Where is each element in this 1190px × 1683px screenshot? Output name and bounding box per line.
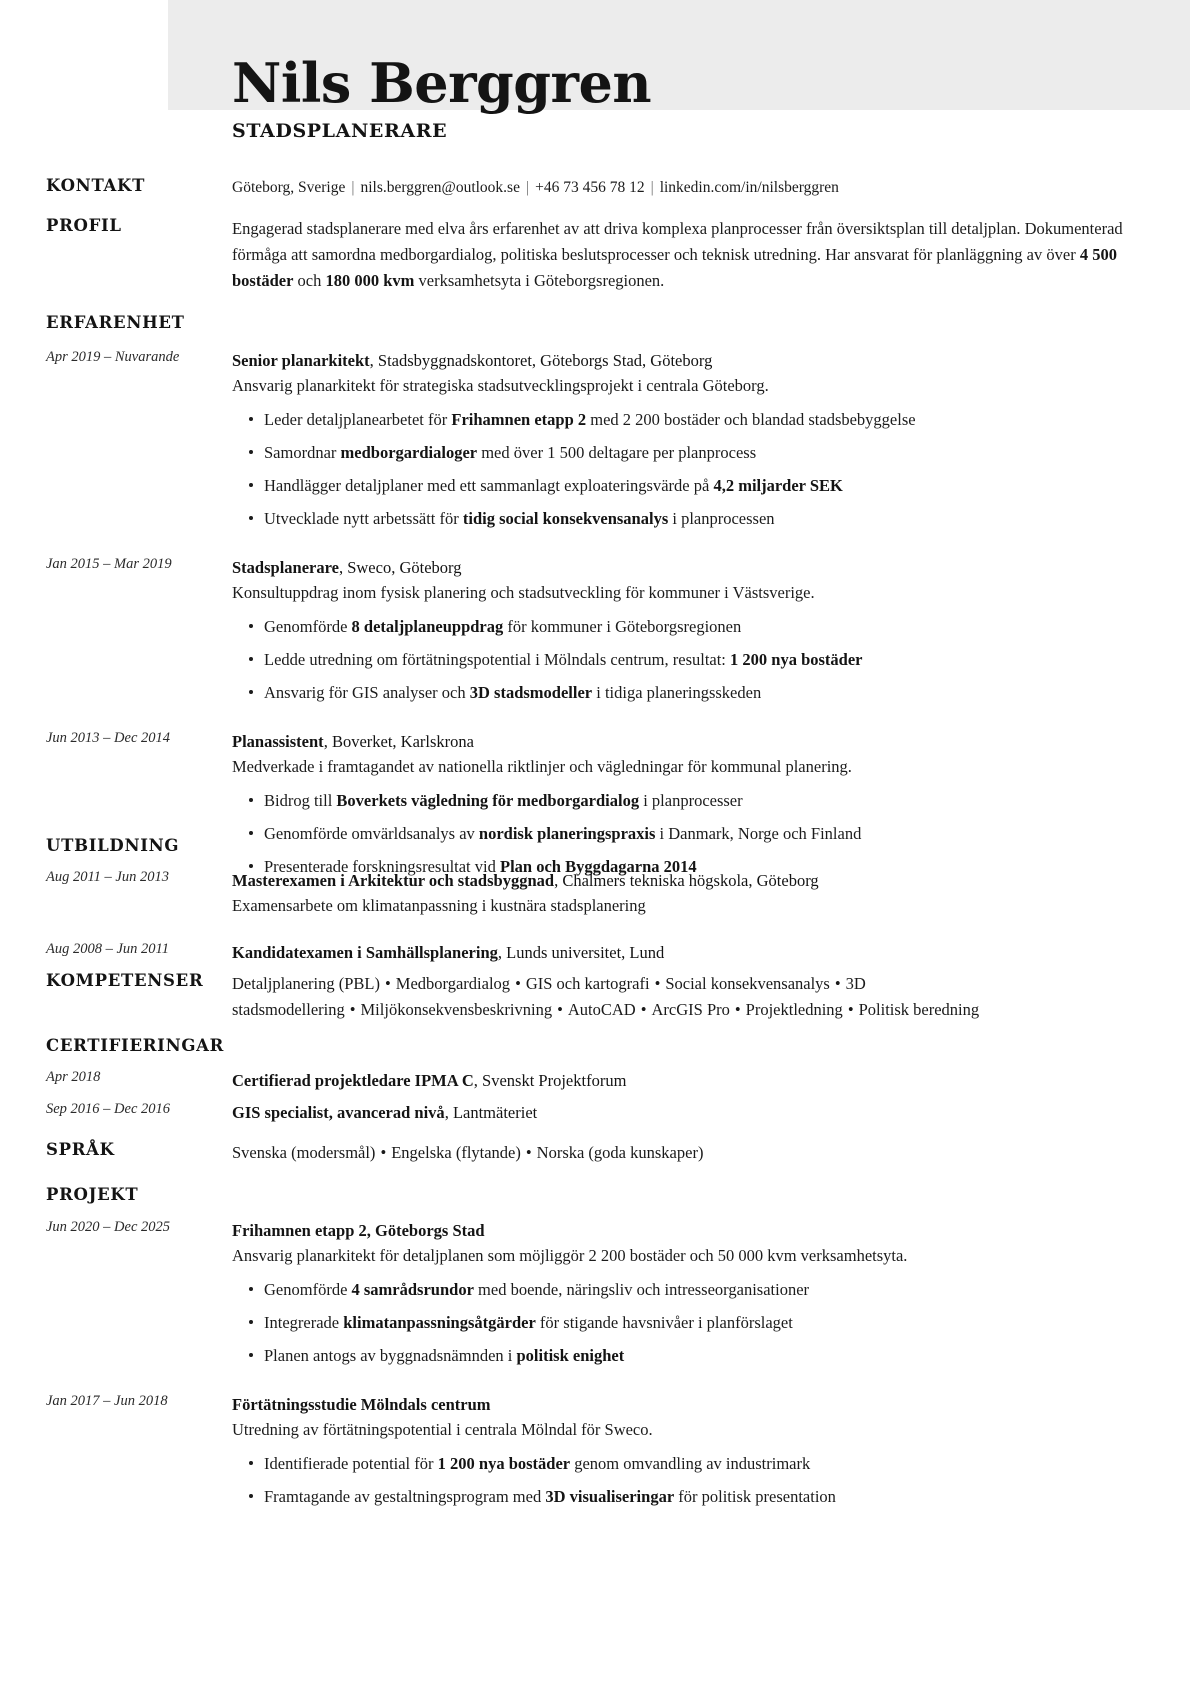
entry-title bbox=[232, 555, 1146, 580]
bullet-text-pre: Samordnar bbox=[264, 443, 341, 462]
bullet-text-post: i Danmark, Norge och Finland bbox=[655, 824, 862, 843]
entry-row bbox=[46, 348, 1146, 531]
bullet-text-post: i planprocessen bbox=[668, 509, 775, 528]
bullet-item bbox=[232, 506, 1146, 531]
section-kompetenser bbox=[46, 971, 1146, 1023]
entry-title-main: Masterexamen i Arkitektur och stadsbyggnad bbox=[232, 871, 555, 890]
bullet-item bbox=[232, 788, 1146, 813]
entry-title bbox=[232, 348, 1146, 373]
entry-title-main: Stadsplanerare bbox=[232, 558, 339, 577]
bullet-text-pre: Genomförde omvärldsanalys av bbox=[264, 824, 479, 843]
entry-row bbox=[46, 1218, 1146, 1368]
kompetens-item: Projektledning bbox=[745, 1000, 843, 1019]
entry-date-wrap bbox=[46, 940, 232, 959]
section-sprak bbox=[46, 1140, 1146, 1166]
bullet-dot-icon bbox=[249, 798, 253, 802]
bullet-text-highlight: 1 200 nya bostäder bbox=[730, 650, 863, 669]
entry-date: Apr 2019 – Nuvarande bbox=[46, 349, 180, 365]
bullet-dot-icon bbox=[249, 1320, 253, 1324]
entry-title-main: Planassistent bbox=[232, 732, 324, 751]
entry-body bbox=[232, 940, 1146, 965]
bullet-dot-icon bbox=[249, 417, 253, 421]
bullet-text-post: för stigande havsnivåer i planförslaget bbox=[535, 1313, 793, 1332]
list-separator-dot: • bbox=[640, 1000, 647, 1019]
bullet-text-pre: Framtagande av gestaltningsprogram med bbox=[264, 1487, 546, 1506]
entry-date-wrap bbox=[46, 1392, 232, 1411]
entry-title bbox=[232, 729, 1146, 754]
kompetenser-body bbox=[232, 971, 1146, 1023]
contact-linkedin[interactable]: linkedin.com/in/nilsberggren bbox=[659, 179, 839, 196]
projekt-entries bbox=[0, 1218, 1190, 1533]
kompetenser-list bbox=[232, 971, 1146, 1023]
section-label-utbildning: UTBILDNING bbox=[46, 836, 180, 855]
bullet-text-post: i tidiga planeringsskeden bbox=[592, 683, 762, 702]
kompetens-item: Miljökonsekvensbeskrivning bbox=[360, 1000, 553, 1019]
entry-date: Jan 2017 – Jun 2018 bbox=[46, 1393, 168, 1409]
entry-summary: Utredning av förtätningspotential i centrala Mölndal för Sweco. bbox=[232, 1420, 653, 1439]
bullet-dot-icon bbox=[249, 831, 253, 835]
contact-separator-3: | bbox=[650, 179, 654, 196]
entry-title bbox=[232, 1100, 1146, 1125]
entry-title-main: Certifierad projektledare IPMA C bbox=[232, 1071, 474, 1090]
bullet-text-pre: Identifierade potential för bbox=[264, 1454, 438, 1473]
list-separator-dot: • bbox=[525, 1143, 532, 1162]
bullet-text-highlight: 4 samrådsrundor bbox=[351, 1280, 474, 1299]
contact-phone[interactable]: +46 73 456 78 12 bbox=[535, 179, 645, 196]
bullet-text-post: för politisk presentation bbox=[674, 1487, 836, 1506]
bullet-text-post: för kommuner i Göteborgsregionen bbox=[503, 617, 742, 636]
entry-date: Jan 2015 – Mar 2019 bbox=[46, 556, 172, 572]
bullet-item bbox=[232, 614, 1146, 639]
bullet-dot-icon bbox=[249, 516, 253, 520]
bullet-item bbox=[232, 473, 1146, 498]
bullet-list bbox=[232, 788, 1146, 879]
bullet-text-post: med boende, näringsliv och intresseorganisationer bbox=[473, 1280, 810, 1299]
bullet-list bbox=[232, 614, 1146, 705]
entry-date: Jun 2020 – Dec 2025 bbox=[46, 1219, 171, 1235]
entry-date: Aug 2008 – Jun 2011 bbox=[46, 941, 169, 957]
bullet-text-post: med över 1 500 deltagare per planprocess bbox=[477, 443, 757, 462]
sprak-list bbox=[232, 1140, 1146, 1166]
bullet-list bbox=[232, 1277, 1146, 1368]
entry-date-wrap bbox=[46, 555, 232, 574]
entry-body bbox=[232, 1392, 1146, 1509]
bullet-dot-icon bbox=[249, 1353, 253, 1357]
bullet-item bbox=[232, 1277, 1146, 1302]
bullet-item bbox=[232, 1484, 1146, 1509]
sprak-body bbox=[232, 1140, 1146, 1166]
sprak-item: Engelska (flytande) bbox=[391, 1143, 521, 1162]
bullet-text-pre: Ledde utredning om förtätningspotential i Mölndals centrum, resultat: bbox=[264, 650, 731, 669]
bullet-text-highlight: politisk enighet bbox=[516, 1346, 625, 1365]
section-label-profil: PROFIL bbox=[46, 216, 122, 235]
bullet-text-pre: Planen antogs av byggnadsnämnden i bbox=[264, 1346, 517, 1365]
bullet-item bbox=[232, 647, 1146, 672]
section-label-projekt: PROJEKT bbox=[46, 1185, 139, 1204]
bullet-text-pre: Genomförde bbox=[264, 1280, 352, 1299]
bullet-list bbox=[232, 1451, 1146, 1509]
entry-row bbox=[46, 940, 1146, 965]
entry-summary: Ansvarig planarkitekt för detaljplanen som möjliggör 2 200 bostäder och 50 000 kvm verksamhetsyta. bbox=[232, 1246, 908, 1265]
bullet-item bbox=[232, 680, 1146, 705]
entry-body bbox=[232, 1100, 1146, 1125]
bullet-dot-icon bbox=[249, 1494, 253, 1498]
section-label-wrap bbox=[46, 1140, 232, 1160]
contact-location: Göteborg, Sverige bbox=[232, 179, 346, 196]
entry-row bbox=[46, 868, 1146, 918]
entry-title-org: , Lantmäteriet bbox=[444, 1103, 538, 1122]
kontakt-body bbox=[232, 176, 1146, 200]
entry-title-org: , Sweco, Göteborg bbox=[338, 558, 462, 577]
section-certifieringar bbox=[46, 1036, 1146, 1056]
bullet-text-highlight: 3D visualiseringar bbox=[545, 1487, 675, 1506]
kompetens-item: GIS och kartografi bbox=[525, 974, 650, 993]
entry-date-wrap bbox=[46, 1068, 232, 1087]
job-title: STADSPLANERARE bbox=[232, 120, 448, 142]
section-profil bbox=[46, 216, 1146, 294]
bullet-text-pre: Bidrog till bbox=[264, 791, 337, 810]
sprak-item: Norska (goda kunskaper) bbox=[536, 1143, 704, 1162]
entry-title-main: Frihamnen etapp 2, Göteborgs Stad bbox=[232, 1221, 485, 1240]
entry-title-main: GIS specialist, avancerad nivå bbox=[232, 1103, 445, 1122]
list-separator-dot: • bbox=[385, 974, 391, 993]
bullet-text-highlight: Plan och Byggdagarna 2014 bbox=[499, 857, 697, 876]
list-separator-dot: • bbox=[349, 1000, 356, 1019]
entry-title bbox=[232, 1068, 1146, 1093]
entry-title-org: , Chalmers tekniska högskola, Göteborg bbox=[554, 871, 819, 890]
bullet-text-highlight: Boverkets vägledning för medborgardialog bbox=[336, 791, 640, 810]
bullet-text-post: genom omvandling av industrimark bbox=[570, 1454, 811, 1473]
bullet-item bbox=[232, 440, 1146, 465]
entry-title bbox=[232, 940, 1146, 965]
kompetens-item: ArcGIS Pro bbox=[651, 1000, 730, 1019]
entry-title bbox=[232, 1392, 1146, 1417]
bullet-text-post: med 2 200 bostäder och blandad stadsbebyggelse bbox=[586, 410, 916, 429]
page-title: Nils Berggren bbox=[232, 51, 652, 115]
section-erfarenhet bbox=[46, 313, 1146, 333]
bullet-text-highlight: 1 200 nya bostäder bbox=[437, 1454, 571, 1473]
profil-text bbox=[232, 216, 1146, 294]
entry-title bbox=[232, 868, 1146, 893]
entry-title-org: , Svenskt Projektforum bbox=[473, 1071, 627, 1090]
kompetens-item: 3D stadsmodellering bbox=[232, 974, 866, 1019]
entry-row bbox=[46, 1392, 1146, 1509]
list-separator-dot: • bbox=[654, 974, 661, 993]
section-label-erfarenhet: ERFARENHET bbox=[46, 313, 185, 332]
entry-date: Apr 2018 bbox=[46, 1069, 101, 1085]
entry-body bbox=[232, 555, 1146, 705]
bullet-text-highlight: 3D stadsmodeller bbox=[469, 683, 593, 702]
entry-summary: Medverkade i framtagandet av nationella riktlinjer och vägledningar för kommunal planering. bbox=[232, 757, 852, 776]
contact-separator-2: | bbox=[525, 179, 530, 196]
bullet-text-pre: Integrerade bbox=[264, 1313, 344, 1332]
section-label-wrap bbox=[46, 1185, 232, 1205]
entry-body bbox=[232, 868, 1146, 918]
contact-separator-1: | bbox=[351, 179, 355, 196]
section-utbildning bbox=[46, 836, 1146, 856]
entry-body bbox=[232, 348, 1146, 531]
section-label-sprak: SPRÅK bbox=[46, 1140, 115, 1159]
section-label-wrap bbox=[46, 216, 232, 236]
bullet-text-pre: Ansvarig för GIS analyser och bbox=[264, 683, 470, 702]
entry-title-main: Kandidatexamen i Samhällsplanering bbox=[232, 943, 498, 962]
entry-title-org: , Boverket, Karlskrona bbox=[323, 732, 474, 751]
entry-date: Jun 2013 – Dec 2014 bbox=[46, 730, 171, 746]
bullet-list bbox=[232, 407, 1146, 531]
kompetens-item: Detaljplanering (PBL) bbox=[232, 974, 381, 993]
profil-body bbox=[232, 216, 1146, 294]
bullet-item bbox=[232, 407, 1146, 432]
kompetens-item: Politisk beredning bbox=[858, 1000, 980, 1019]
bullet-text-pre: Utvecklade nytt arbetssätt för bbox=[264, 509, 463, 528]
list-separator-dot: • bbox=[380, 1143, 387, 1162]
section-kontakt bbox=[46, 176, 1146, 200]
bullet-dot-icon bbox=[249, 1461, 253, 1465]
entry-title-main: Förtätningsstudie Mölndals centrum bbox=[232, 1395, 491, 1414]
section-projekt bbox=[46, 1185, 1146, 1205]
bullet-dot-icon bbox=[249, 1287, 253, 1291]
name-block bbox=[232, 52, 1032, 142]
kompetens-item: AutoCAD bbox=[567, 1000, 636, 1019]
list-separator-dot: • bbox=[834, 974, 841, 993]
entry-summary: Examensarbete om klimatanpassning i kustnära stadsplanering bbox=[232, 896, 646, 915]
section-label-kompetenser: KOMPETENSER bbox=[46, 971, 204, 990]
bullet-dot-icon bbox=[249, 657, 253, 661]
bullet-text-highlight: 4,2 miljarder SEK bbox=[713, 476, 843, 495]
bullet-dot-icon bbox=[249, 483, 253, 487]
bullet-text-highlight: nordisk planeringspraxis bbox=[478, 824, 656, 843]
contact-line bbox=[232, 176, 1146, 200]
entry-row bbox=[46, 729, 1146, 879]
bullet-item bbox=[232, 1343, 1146, 1368]
bullet-dot-icon bbox=[249, 624, 253, 628]
entry-date-wrap bbox=[46, 729, 232, 748]
entry-body bbox=[232, 1218, 1146, 1368]
section-label-wrap bbox=[46, 1036, 232, 1056]
profil-bold-2: 180 000 kvm bbox=[325, 271, 415, 290]
profil-text-3: verksamhetsyta i Göteborgsregionen. bbox=[414, 271, 665, 290]
section-label-kontakt: KONTAKT bbox=[46, 176, 146, 195]
sprak-item: Svenska (modersmål) bbox=[232, 1143, 376, 1162]
entry-date: Aug 2011 – Jun 2013 bbox=[46, 869, 169, 885]
contact-email[interactable]: nils.berggren@outlook.se bbox=[360, 179, 520, 196]
entry-row bbox=[46, 1068, 1146, 1093]
entry-date-wrap bbox=[46, 1100, 232, 1119]
profil-bold-1: 4 500 bostäder bbox=[232, 245, 1117, 290]
entry-body bbox=[232, 1068, 1146, 1093]
bullet-text-highlight: tidig social konsekvensanalys bbox=[462, 509, 669, 528]
kompetens-item: Social konsekvensanalys bbox=[665, 974, 830, 993]
erfarenhet-entries bbox=[0, 348, 1190, 903]
bullet-text-pre: Handlägger detaljplaner med ett sammanlagt exploateringsvärde på bbox=[264, 476, 714, 495]
bullet-text-highlight: 8 detaljplaneuppdrag bbox=[351, 617, 504, 636]
entry-row bbox=[46, 1100, 1146, 1125]
entry-summary: Ansvarig planarkitekt för strategiska stadsutvecklingsprojekt i centrala Göteborg. bbox=[232, 376, 769, 395]
section-label-wrap bbox=[46, 836, 232, 856]
bullet-item bbox=[232, 1310, 1146, 1335]
utbildning-entries bbox=[0, 868, 1190, 987]
entry-date-wrap bbox=[46, 1218, 232, 1237]
kompetens-item: Medborgardialog bbox=[395, 974, 511, 993]
section-label-wrap bbox=[46, 313, 232, 333]
section-label-wrap bbox=[46, 971, 232, 991]
list-separator-dot: • bbox=[557, 1000, 563, 1019]
list-separator-dot: • bbox=[847, 1000, 854, 1019]
entry-title-main: Senior planarkitekt bbox=[232, 351, 370, 370]
bullet-text-pre: Presenterade forskningsresultat vid bbox=[264, 857, 500, 876]
bullet-dot-icon bbox=[249, 690, 253, 694]
bullet-text-highlight: Frihamnen etapp 2 bbox=[451, 410, 587, 429]
entry-date-wrap bbox=[46, 348, 232, 367]
entry-date: Sep 2016 – Dec 2016 bbox=[46, 1101, 171, 1117]
bullet-text-highlight: medborgardialoger bbox=[340, 443, 478, 462]
bullet-text-pre: Genomförde bbox=[264, 617, 352, 636]
entry-date-wrap bbox=[46, 868, 232, 887]
bullet-text-highlight: klimatanpassningsåtgärder bbox=[343, 1313, 536, 1332]
bullet-text-pre: Leder detaljplanearbetet för bbox=[264, 410, 452, 429]
entry-title-org: , Stadsbyggnadskontoret, Göteborgs Stad, Göteborg bbox=[369, 351, 713, 370]
list-separator-dot: • bbox=[515, 974, 521, 993]
bullet-text-post: i planprocesser bbox=[639, 791, 743, 810]
profil-text-1: Engagerad stadsplanerare med elva års erfarenhet av att driva komplexa planprocesser från översiktsplan till detaljplan. Dokumenterad förmåga att samordna medborgardialog, politiska beslutsprocesser och teknisk utredning. Har ansvarat för planläggning av över bbox=[232, 219, 1123, 264]
entry-row bbox=[46, 555, 1146, 705]
list-separator-dot: • bbox=[734, 1000, 741, 1019]
entry-summary: Konsultuppdrag inom fysisk planering och stadsutveckling för kommuner i Västsverige. bbox=[232, 583, 815, 602]
entry-title-org: , Lunds universitet, Lund bbox=[497, 943, 665, 962]
profil-text-2: och bbox=[293, 271, 326, 290]
bullet-item bbox=[232, 1451, 1146, 1476]
entry-title bbox=[232, 1218, 1146, 1243]
section-label-certifieringar: CERTIFIERINGAR bbox=[46, 1036, 225, 1055]
bullet-dot-icon bbox=[249, 450, 253, 454]
section-label-wrap bbox=[46, 176, 232, 196]
entry-body bbox=[232, 729, 1146, 879]
certifieringar-entries bbox=[0, 1068, 1190, 1132]
